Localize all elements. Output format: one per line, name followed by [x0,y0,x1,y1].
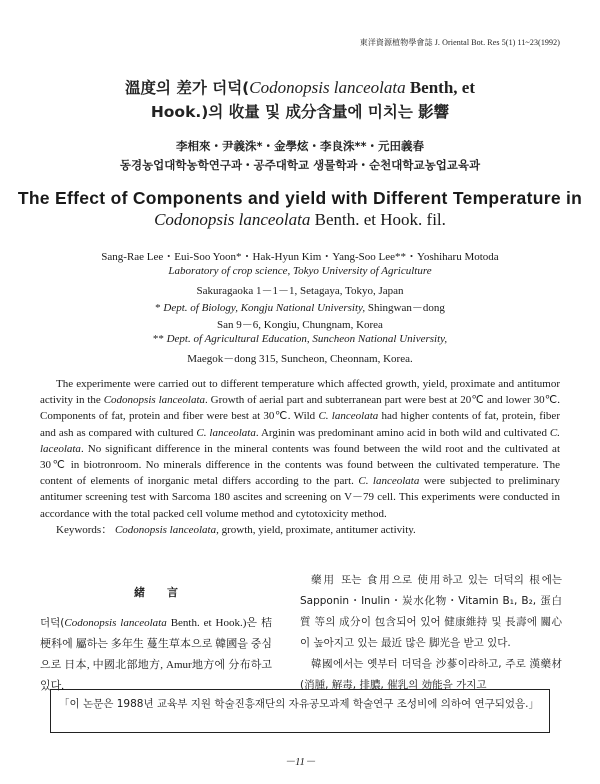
affiliation-2: * Dept. of Biology, Kongju National University, Shingwan－dong [155,302,445,314]
korean-affiliations: 동경농업대학농학연구과・공주대학교 생물학과・순천대학교농업교육과 [119,158,481,172]
affiliation-3: ** Dept. of Agricultural Education, Suncheon National University, [152,333,448,345]
english-title-line2: Codonopsis lanceolata Benth. et Hook. fil. [154,210,446,229]
intro-paragraph: 더덕(Codonopsis lanceolata Benth. et Hook.)은 桔梗科에 屬하는 多年生 蔓生草本으로 韓國을 중심으로 日本, 中國北部地方, Amur地方에 分布하고 있다. [40,617,272,692]
abstract-text: The experimente were carried out to different temperature which affected growth, yield, proximate and antitumor activity in the Codonopsis lanceolata. Growth of aerial part and subterranean part were best at 20℃ and lower 30℃. Components of fat, protein and fiber were best at 30℃. Wild C. lanceolata had higher contents of fat, protein, fiber and ash as compared with cultured C. lanceolata. Arginin was predominant amino acid in both wild and cultivated C. laceolata. No significant difference in the mineral contents was found between the wild root and the cultivated at 30℃ in biotronroom. No minerals difference in the contents was found between the cultivated temperature. The content of elements of inorganic metal differs according to the part. C. lanceolata were subjected to preliminary antitumer screening test with Sarcoma 180 ascites and screening on V－79 cell. This experiments were conducted in accordance with the total packed cell volume method and cytotoxicity method. [40,378,561,520]
page-number: －11－ [284,757,316,768]
affiliation-2-address: San 9－6, Kongiu, Chungnam, Korea [217,319,383,331]
intro-paragraph: 韓國에서는 옛부터 더덕을 沙蔘이라하고, 주로 漢藥材(消腫, 解毒, 排膿, 催乳의 効能을 가지고 [300,658,562,691]
affiliation-3-address: Maegok－dong 315, Suncheon, Cheonnam, Korea. [187,353,413,365]
funding-footnote-box: 「이 논문은 1988년 교육부 지원 학술진흥재단의 자유공모과제 학술연구 조성비에 의하여 연구되었음.」 [50,689,550,733]
intro-paragraph: 藥用 또는 食用으로 使用하고 있는 더덕의 根에는 Sapponin・Inulin・炭水化物・Vitamin B₁, B₂, 蛋白質 等의 成分이 包含되어 있어 健康維持 및 長壽에 關心이 높아지고 있는 最近 많은 脚光을 받고 있다. [300,574,562,649]
journal-header: 東洋資源植物學會誌 J. Oriental Bot. Res 5(1) 11~23(1992) [359,38,560,47]
english-title-line1: The Effect of Components and yield with Different Temperature in [17,188,583,208]
keywords: Keywords： Codonopsis lanceolata, growth, yield, proximate, antitumer activity. [56,523,416,536]
affiliation-1: Laboratory of crop science, Tokyo University of Agriculture [168,265,432,277]
korean-title-line1: 溫度의 差가 더덕(Codonopsis lanceolata Benth, et [124,78,475,97]
abstract [40,376,560,538]
english-authors: Sang-Rae Lee・Eui-Soo Yoon*・Hak-Hyun Kim・Yang-Soo Lee**・Yoshiharu Motoda [101,251,499,263]
intro-left-column [40,582,272,697]
intro-right-column [300,570,562,696]
korean-authors: 李相來・尹義洙*・金學炫・李良洙**・元田義春 [175,139,425,153]
affiliation-1-address: Sakuragaoka 1－1－1, Setagaya, Tokyo, Japan [196,285,404,297]
species-name: Codonopsis lanceolata [154,210,311,229]
section-heading: 緒 言 [134,586,178,599]
species-name: Codonopsis lanceolata [249,78,406,97]
korean-title-line2: Hook.)의 收量 및 成分含量에 미치는 影響 [150,103,450,121]
